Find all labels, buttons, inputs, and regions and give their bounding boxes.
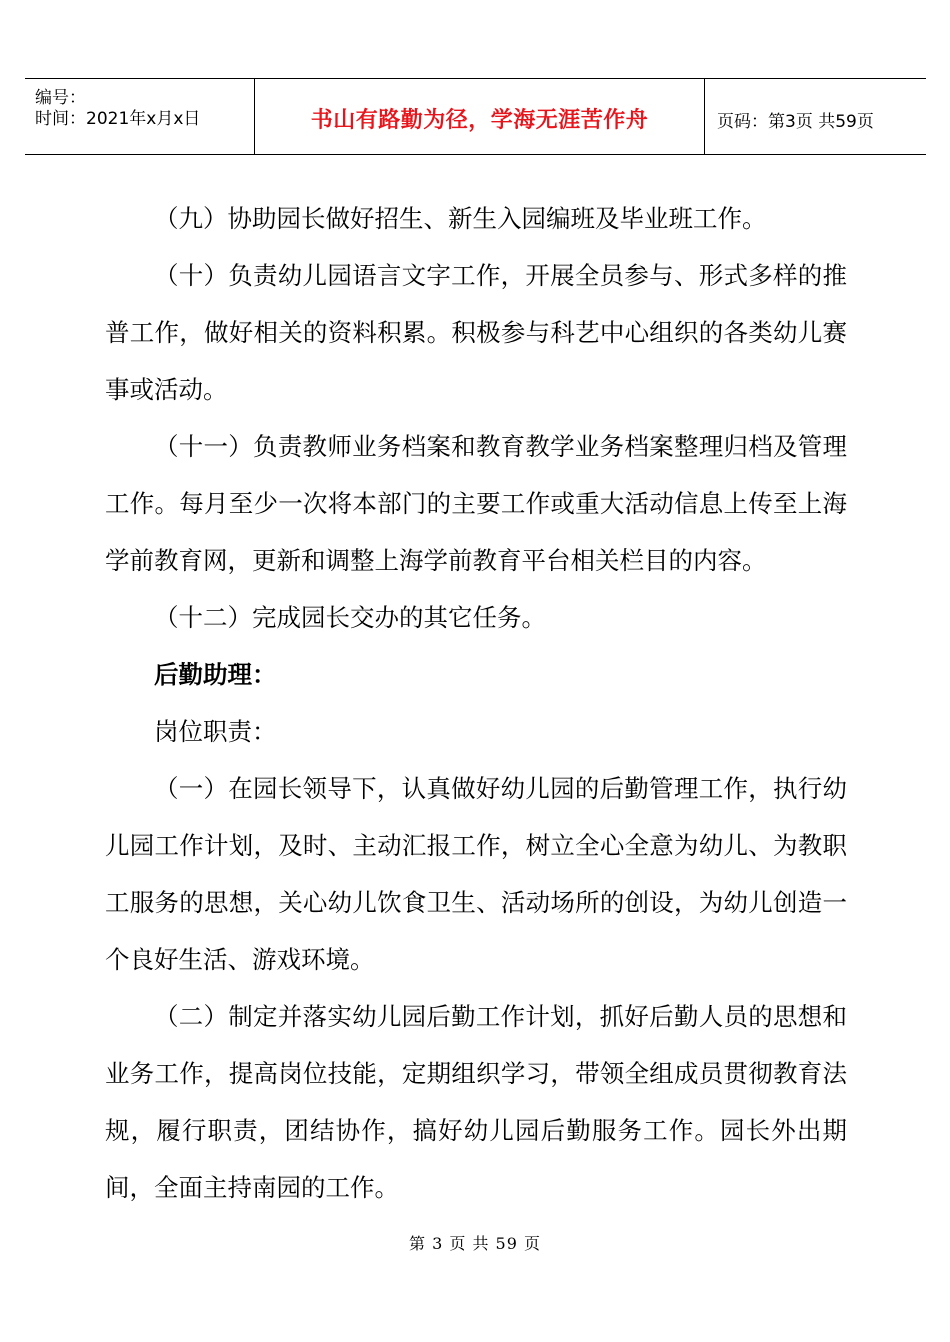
paragraph-item-12: （十二）完成园长交办的其它任务。	[154, 603, 546, 632]
subsection-label: 岗位职责：	[154, 717, 277, 746]
paragraph-item-11: （十一）负责教师业务档案和教育教学业务档案整理归档及管理工作。每月至少一次将本部门的主要工作或重大活动信息上传至上海学前教育网，更新和调整上海学前教育平台相关栏目的内容。	[105, 432, 847, 575]
page-footer: 第 3 页 共 59 页	[409, 1234, 541, 1253]
paragraph-item-2: （二）制定并落实幼儿园后勤工作计划，抓好后勤人员的思想和业务工作，提高岗位技能，定期组织学习，带领全组成员贯彻教育法规，履行职责，团结协作，搞好幼儿园后勤服务工作。园长外出期间，全面主持南园的工作。	[105, 1002, 847, 1202]
page-header	[25, 78, 926, 155]
section-heading: 后勤助理：	[154, 660, 277, 689]
header-page-cell	[705, 79, 926, 154]
paragraph-item-1: （一）在园长领导下，认真做好幼儿园的后勤管理工作，执行幼儿园工作计划，及时、主动汇报工作，树立全心全意为幼儿、为教职工服务的思想，关心幼儿饮食卫生、活动场所的创设，为幼儿创造一个良好生活、游戏环境。	[105, 774, 847, 974]
document-date-label: 时间：2021年x月x日	[35, 109, 201, 129]
header-meta-cell	[25, 79, 254, 154]
header-motto: 书山有路勤为径，学海无涯苦作舟	[310, 108, 649, 133]
document-body	[105, 190, 847, 1216]
paragraph-item-10: （十）负责幼儿园语言文字工作，开展全员参与、形式多样的推普工作，做好相关的资料积累。积极参与科艺中心组织的各类幼儿赛事或活动。	[105, 261, 847, 404]
header-motto-cell	[254, 79, 705, 154]
paragraph-item-9: （九）协助园长做好招生、新生入园编班及毕业班工作。	[154, 204, 767, 233]
document-number-label: 编号：	[35, 88, 86, 108]
header-page-info: 页码：第3页 共59页	[717, 112, 874, 132]
